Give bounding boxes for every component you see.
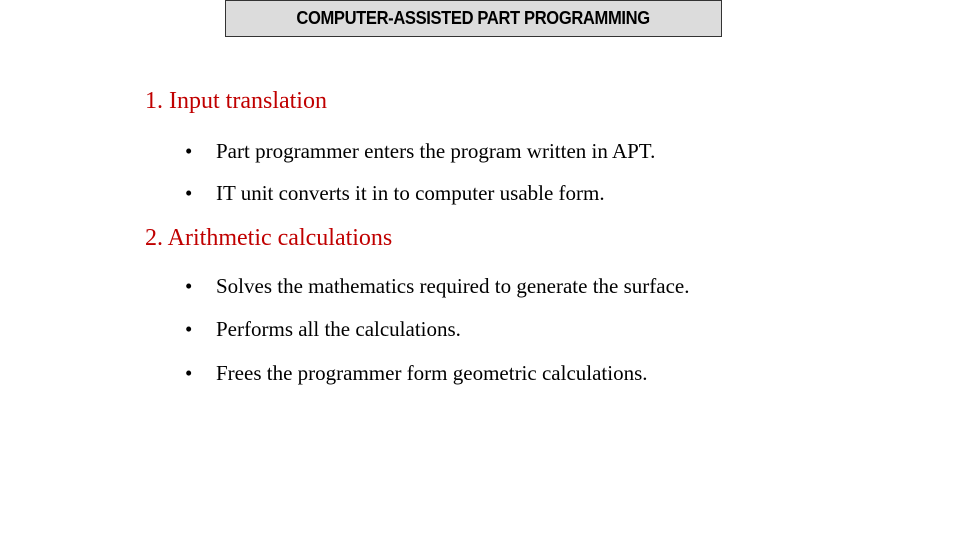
page-title: COMPUTER-ASSISTED PART PROGRAMMING [296, 8, 651, 28]
bullet-icon: • [185, 139, 193, 163]
bullet-icon: • [185, 181, 193, 205]
title-banner [225, 0, 722, 37]
bullet-icon: • [185, 361, 193, 385]
list-item [185, 317, 461, 342]
list-item-text: Solves the mathematics required to generate the surface. [216, 274, 690, 298]
list-item-text: Part programmer enters the program written in APT. [216, 139, 656, 163]
bullet-icon: • [185, 274, 193, 298]
list-item [185, 181, 605, 206]
list-item-text: Performs all the calculations. [216, 317, 461, 341]
list-item [185, 361, 648, 386]
section-heading-arithmetic-calculations: 2. Arithmetic calculations [145, 225, 393, 251]
section-heading-input-translation: 1. Input translation [145, 88, 327, 114]
list-item [185, 139, 655, 164]
list-item [185, 274, 689, 299]
list-item-text: Frees the programmer form geometric calculations. [216, 361, 648, 385]
bullet-icon: • [185, 317, 193, 341]
list-item-text: IT unit converts it in to computer usable form. [216, 181, 605, 205]
